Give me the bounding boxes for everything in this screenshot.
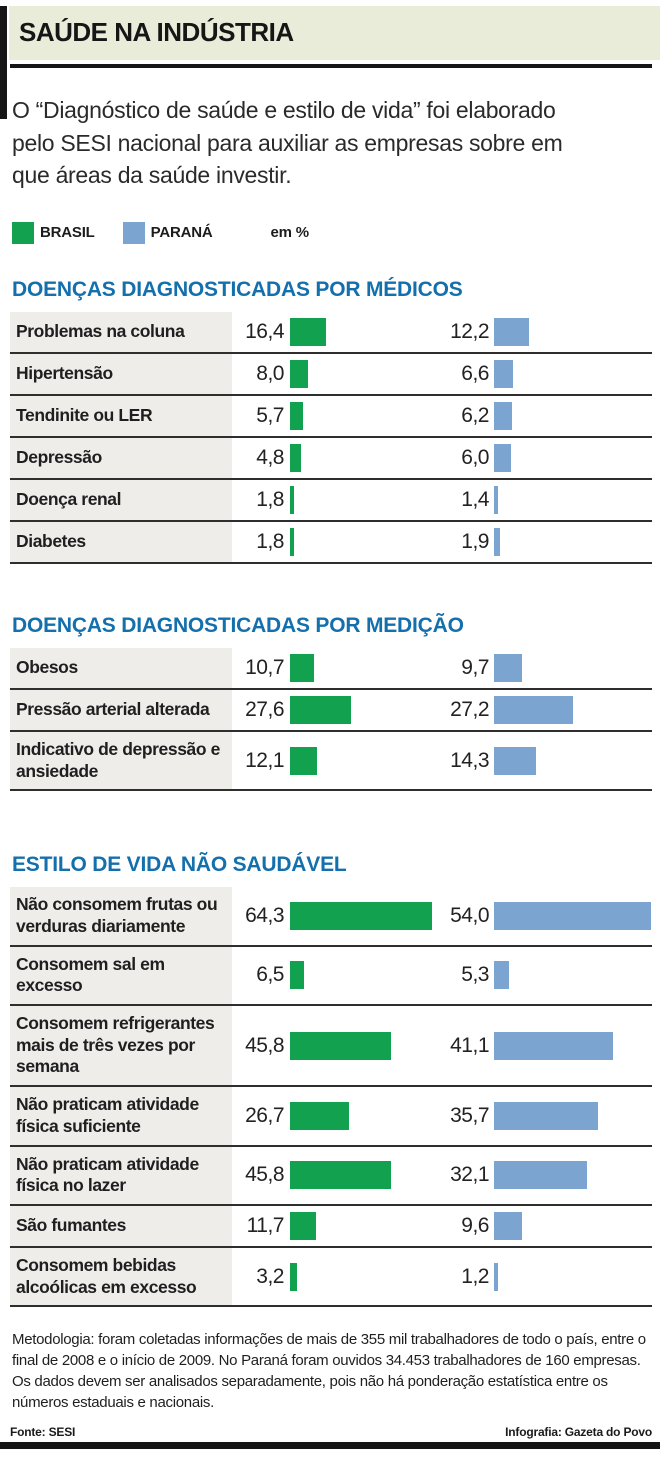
parana-bar-area xyxy=(494,747,652,775)
chart-section xyxy=(10,614,652,791)
page-title: SAÚDE NA INDÚSTRIA xyxy=(19,17,294,47)
legend xyxy=(12,222,650,244)
brasil-bar xyxy=(290,1212,316,1240)
parana-value: 12,2 xyxy=(450,319,489,343)
brasil-bar xyxy=(290,444,301,472)
row-label: Doença renal xyxy=(10,480,232,520)
parana-bar-area xyxy=(494,486,652,514)
parana-value: 6,6 xyxy=(461,361,489,385)
parana-bar xyxy=(494,402,512,430)
parana-bar xyxy=(494,1032,613,1060)
chart-row xyxy=(10,732,652,791)
parana-value: 27,2 xyxy=(450,697,489,721)
chart-row xyxy=(10,396,652,438)
row-label: Consomem refrigerantes mais de três vezes por semana xyxy=(10,1006,232,1085)
parana-bar xyxy=(494,318,529,346)
parana-bar xyxy=(494,1212,522,1240)
parana-bar-area xyxy=(494,444,652,472)
brasil-bar xyxy=(290,528,294,556)
methodology-text: Metodologia: foram coletadas informações de mais de 355 mil trabalhadores de todo o país, entre o final de 2008 e o início de 2009. No Paraná foram ouvidos 34.453 trabalhadores de 160 empresas. Os dados devem ser analisados separadamente, pois não há ponderação estatística entre os números estaduais e nacionais. xyxy=(12,1331,646,1412)
section-rows xyxy=(10,312,652,564)
parana-bar xyxy=(494,444,511,472)
header-rule xyxy=(10,64,652,68)
parana-bar xyxy=(494,528,500,556)
row-label: Consomem bebidas alcoólicas em excesso xyxy=(10,1248,232,1305)
section-title: DOENÇAS DIAGNOSTICADAS POR MÉDICOS xyxy=(12,277,463,301)
parana-bar-area xyxy=(494,961,652,989)
brasil-bar-area xyxy=(290,1161,442,1189)
chart-sections xyxy=(0,278,660,1307)
brasil-bar xyxy=(290,902,432,930)
brasil-bar xyxy=(290,654,314,682)
intro-text: O “Diagnóstico de saúde e estilo de vida” foi elaborado pelo SESI nacional para auxiliar as empresas sobre em que áreas da saúde investir. xyxy=(12,97,563,189)
brasil-bar-area xyxy=(290,528,442,556)
brasil-value: 45,8 xyxy=(245,1033,284,1057)
parana-bar-area xyxy=(494,902,652,930)
brasil-bar-area xyxy=(290,654,442,682)
brasil-value: 16,4 xyxy=(245,319,284,343)
chart-row xyxy=(10,480,652,522)
chart-row xyxy=(10,690,652,732)
brasil-bar xyxy=(290,1161,391,1189)
parana-bar xyxy=(494,696,573,724)
brasil-bar-area xyxy=(290,1032,442,1060)
parana-bar-area xyxy=(494,696,652,724)
parana-bar-area xyxy=(494,1161,652,1189)
brasil-bar xyxy=(290,318,326,346)
brasil-bar xyxy=(290,402,303,430)
legend-brasil-label: BRASIL xyxy=(40,224,95,242)
row-label: Problemas na coluna xyxy=(10,312,232,352)
parana-bar xyxy=(494,1161,587,1189)
parana-value: 1,4 xyxy=(461,487,489,511)
brasil-value: 1,8 xyxy=(256,487,284,511)
chart-row xyxy=(10,1006,652,1087)
header-accent-bar xyxy=(0,6,7,119)
section-title: DOENÇAS DIAGNOSTICADAS POR MEDIÇÃO xyxy=(12,613,464,637)
brasil-value: 6,5 xyxy=(256,963,284,987)
brasil-bar-area xyxy=(290,902,442,930)
row-label: Consomem sal em excesso xyxy=(10,947,232,1004)
parana-value: 1,2 xyxy=(461,1264,489,1288)
brasil-bar-area xyxy=(290,696,442,724)
row-label: Obesos xyxy=(10,648,232,688)
brasil-bar-area xyxy=(290,486,442,514)
parana-bar-area xyxy=(494,528,652,556)
brasil-value: 1,8 xyxy=(256,529,284,553)
brasil-bar xyxy=(290,961,304,989)
row-label: Depressão xyxy=(10,438,232,478)
parana-bar-area xyxy=(494,402,652,430)
row-label: São fumantes xyxy=(10,1206,232,1246)
row-label: Não praticam atividade física suficiente xyxy=(10,1087,232,1144)
row-label: Indicativo de depressão e ansiedade xyxy=(10,732,232,789)
chart-row xyxy=(10,1248,652,1307)
section-title: ESTILO DE VIDA NÃO SAUDÁVEL xyxy=(12,853,347,877)
brasil-bar xyxy=(290,747,317,775)
parana-swatch-icon xyxy=(123,222,145,244)
parana-value: 41,1 xyxy=(450,1033,489,1057)
source-row xyxy=(10,1425,652,1439)
row-label: Hipertensão xyxy=(10,354,232,394)
chart-row xyxy=(10,438,652,480)
brasil-value: 26,7 xyxy=(245,1103,284,1127)
brasil-bar xyxy=(290,696,351,724)
parana-bar-area xyxy=(494,318,652,346)
chart-row xyxy=(10,1147,652,1206)
parana-bar-area xyxy=(494,1212,652,1240)
parana-bar xyxy=(494,654,522,682)
chart-row xyxy=(10,312,652,354)
parana-value: 9,7 xyxy=(461,655,489,679)
parana-value: 9,6 xyxy=(461,1213,489,1237)
parana-bar-area xyxy=(494,1102,652,1130)
legend-parana-label: PARANÁ xyxy=(150,224,213,242)
legend-unit: em % xyxy=(270,224,309,242)
chart-row xyxy=(10,947,652,1006)
chart-section xyxy=(10,853,652,1307)
brasil-swatch-icon xyxy=(12,222,34,244)
brasil-bar-area xyxy=(290,402,442,430)
chart-row xyxy=(10,1206,652,1248)
brasil-value: 5,7 xyxy=(256,403,284,427)
parana-value: 32,1 xyxy=(450,1163,489,1187)
chart-section xyxy=(10,278,652,564)
chart-row xyxy=(10,648,652,690)
brasil-value: 64,3 xyxy=(245,904,284,928)
parana-bar-area xyxy=(494,654,652,682)
brasil-bar xyxy=(290,360,308,388)
parana-value: 54,0 xyxy=(450,904,489,928)
brasil-bar-area xyxy=(290,318,442,346)
credit-label: Infografia: Gazeta do Povo xyxy=(505,1425,652,1440)
parana-bar-area xyxy=(494,1263,652,1291)
brasil-value: 45,8 xyxy=(245,1163,284,1187)
brasil-bar-area xyxy=(290,1102,442,1130)
brasil-value: 12,1 xyxy=(245,748,284,772)
parana-bar xyxy=(494,1102,598,1130)
parana-value: 1,9 xyxy=(461,529,489,553)
brasil-bar-area xyxy=(290,1263,442,1291)
brasil-value: 4,8 xyxy=(256,445,284,469)
row-label: Não consomem frutas ou verduras diariamente xyxy=(10,887,232,944)
brasil-value: 11,7 xyxy=(246,1213,284,1237)
brasil-value: 3,2 xyxy=(256,1264,284,1288)
parana-bar-area xyxy=(494,1032,652,1060)
brasil-bar-area xyxy=(290,1212,442,1240)
parana-value: 14,3 xyxy=(450,748,489,772)
row-label: Não praticam atividade física no lazer xyxy=(10,1147,232,1204)
parana-value: 6,2 xyxy=(461,403,489,427)
brasil-value: 27,6 xyxy=(245,697,284,721)
parana-bar-area xyxy=(494,360,652,388)
row-label: Diabetes xyxy=(10,522,232,562)
bottom-rule xyxy=(0,1442,660,1449)
row-label: Pressão arterial alterada xyxy=(10,690,232,730)
brasil-value: 10,7 xyxy=(245,655,284,679)
parana-bar xyxy=(494,902,651,930)
chart-row xyxy=(10,354,652,396)
brasil-bar-area xyxy=(290,444,442,472)
brasil-bar-area xyxy=(290,961,442,989)
brasil-bar-area xyxy=(290,747,442,775)
chart-row xyxy=(10,522,652,564)
brasil-value: 8,0 xyxy=(256,361,284,385)
section-rows xyxy=(10,887,652,1307)
parana-bar xyxy=(494,360,513,388)
section-rows xyxy=(10,648,652,791)
parana-bar xyxy=(494,486,498,514)
parana-value: 6,0 xyxy=(461,445,489,469)
source-label: Fonte: SESI xyxy=(10,1425,76,1440)
parana-bar xyxy=(494,961,509,989)
brasil-bar xyxy=(290,486,294,514)
brasil-bar-area xyxy=(290,360,442,388)
parana-value: 35,7 xyxy=(450,1103,489,1127)
chart-row xyxy=(10,1087,652,1146)
brasil-bar xyxy=(290,1102,349,1130)
parana-value: 5,3 xyxy=(461,963,489,987)
brasil-bar xyxy=(290,1032,391,1060)
row-label: Tendinite ou LER xyxy=(10,396,232,436)
parana-bar xyxy=(494,747,536,775)
brasil-bar xyxy=(290,1263,297,1291)
header xyxy=(9,6,660,60)
chart-row xyxy=(10,887,652,946)
parana-bar xyxy=(494,1263,498,1291)
